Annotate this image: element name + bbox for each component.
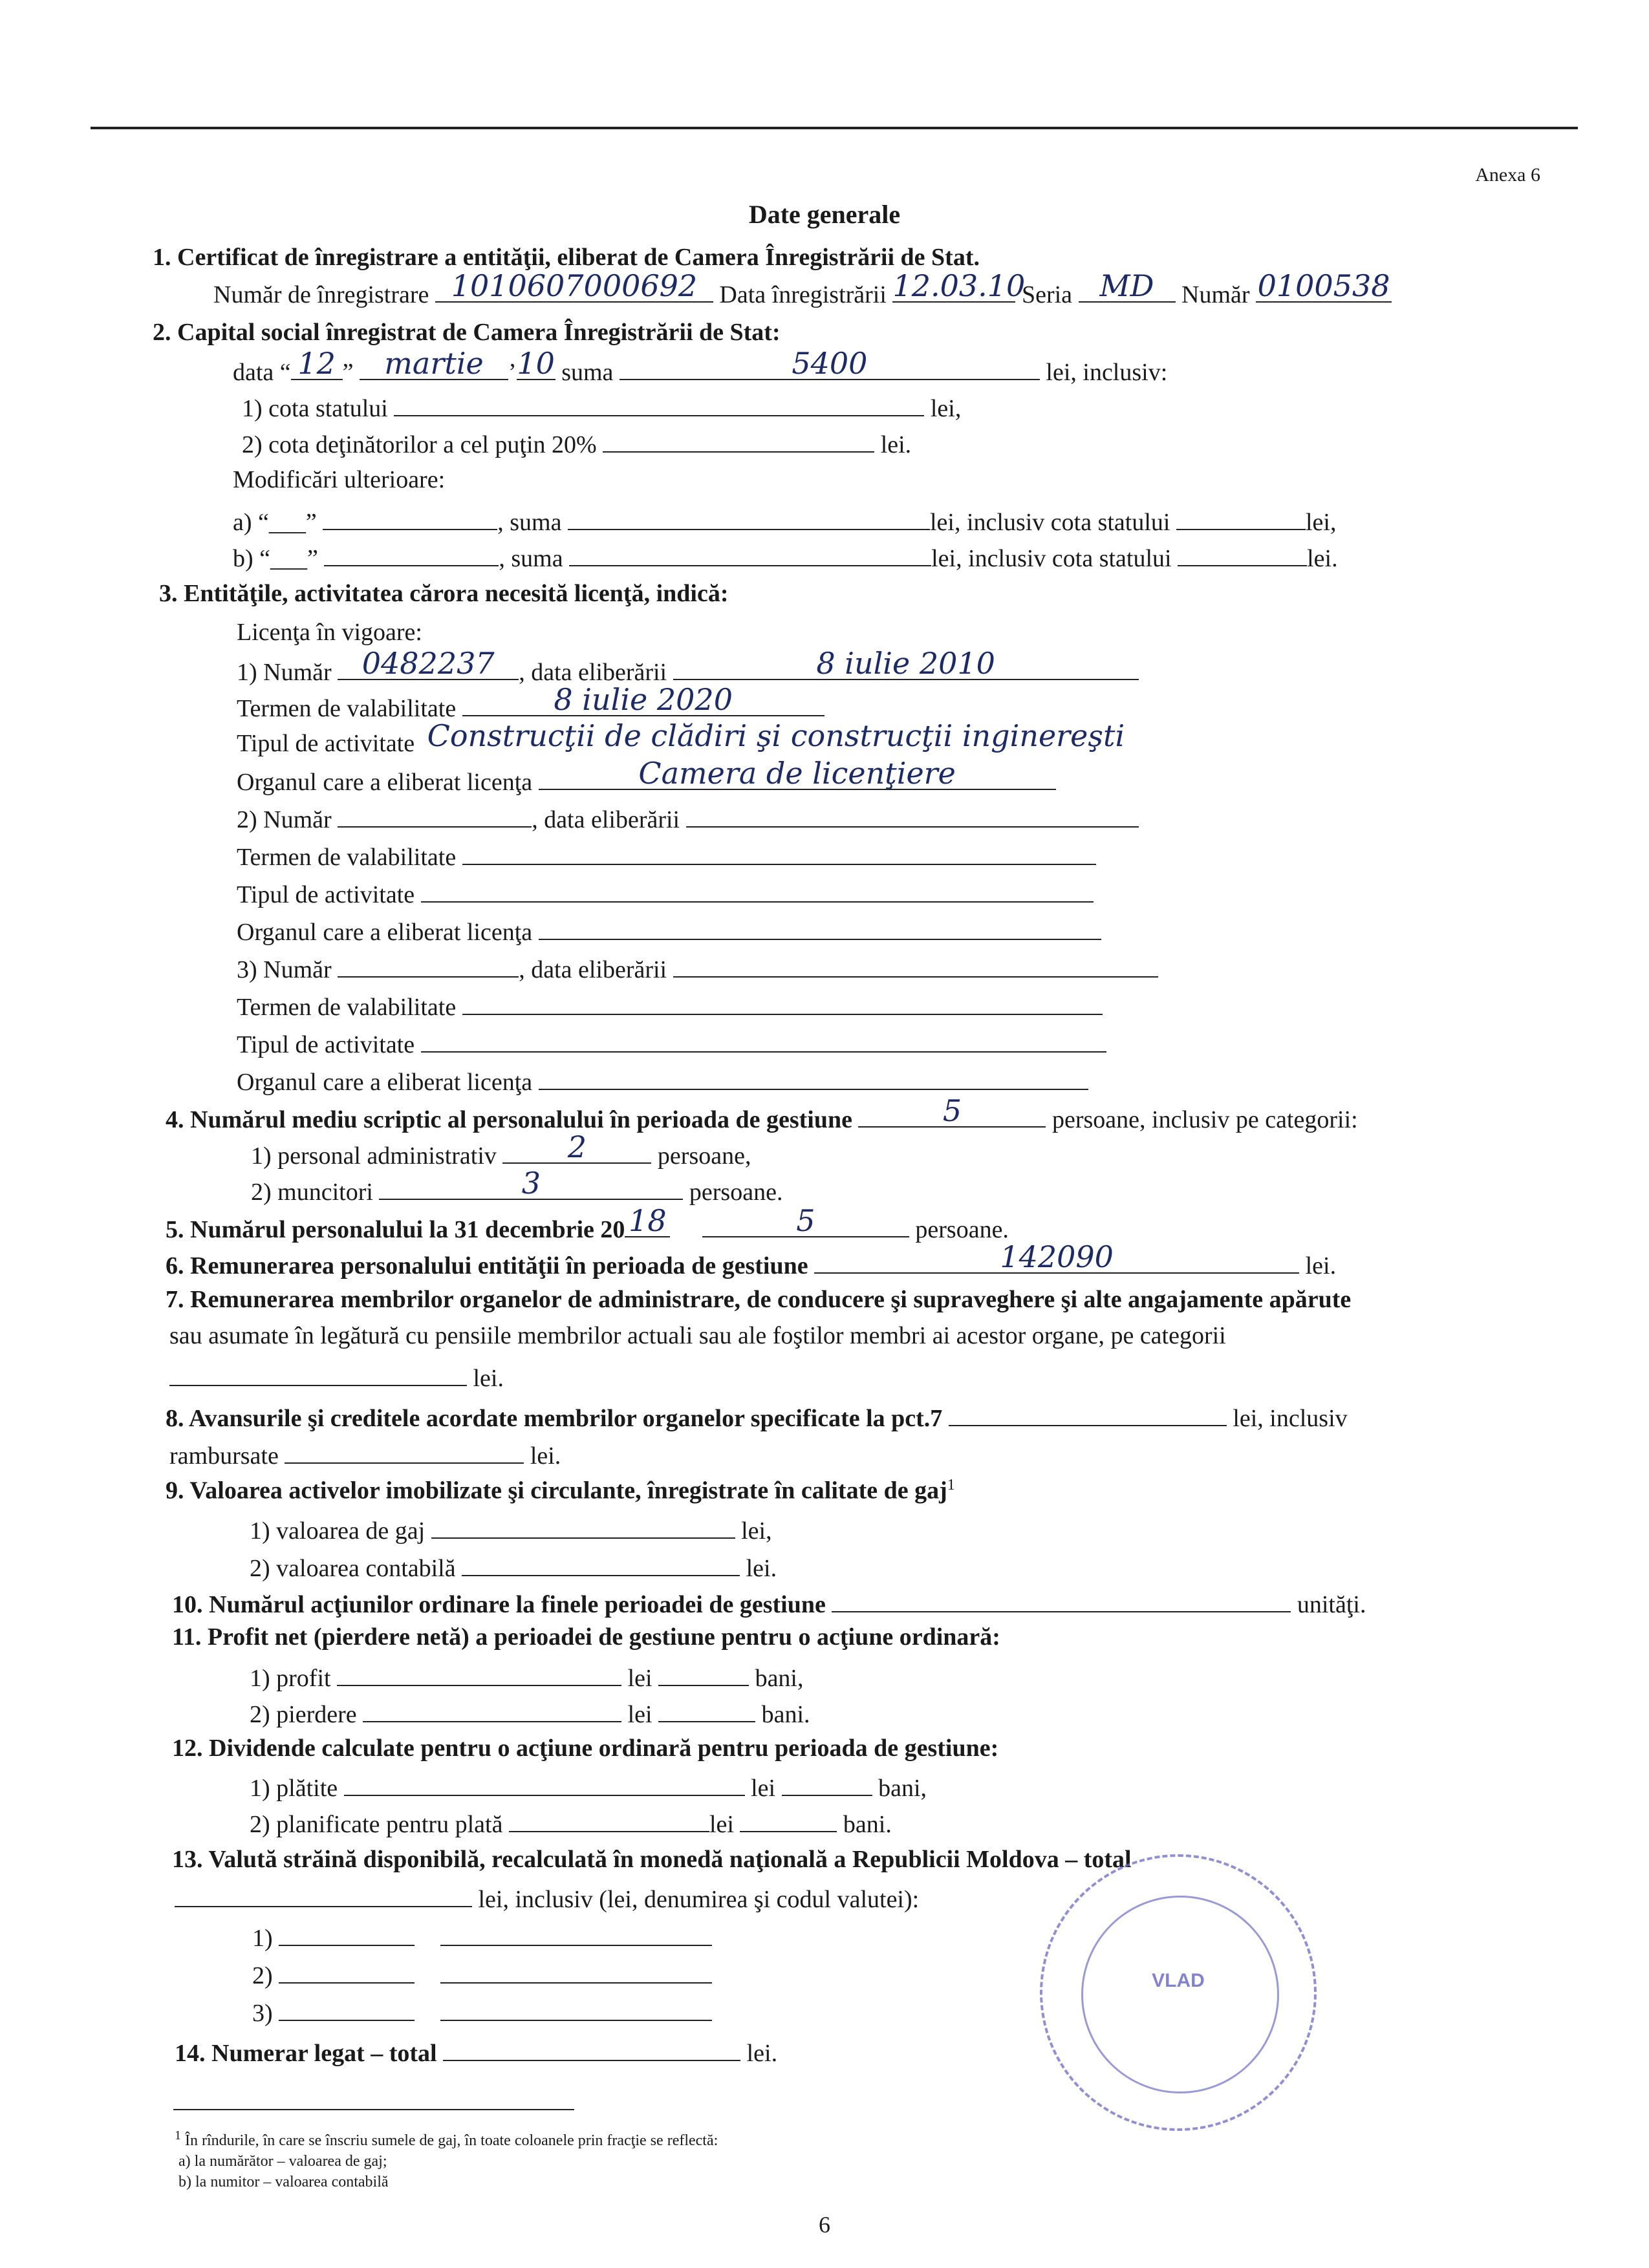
lic3-type-line: Tipul de activitate [237,1028,1106,1059]
s2-cota-20: 2) cota deţinătorilor a cel puţin 20% lei. [242,428,911,459]
fx2-lei-field[interactable] [279,1959,415,1984]
s12-paid-line: 1) plătite lei bani, [250,1771,927,1803]
s14-line: 14. Numerar legat – total lei. [175,2037,777,2068]
s12-planned-line: 2) planificate pentru plată lei bani. [250,1808,892,1839]
s2-cota-statului: 1) cota statului lei, [242,392,961,423]
s2-mod-b: b) “___” , suma lei, inclusiv cota statului lei. [233,542,1338,573]
capital-day-field[interactable]: 12 [291,356,343,380]
footnote-line1: $^1$ În rîndurile, în care se înscriu sumele de gaj, în toate coloanele prin fracţie se reflectă: [175,2128,718,2149]
lic3-date-field[interactable] [673,953,1158,978]
s11-profit-line: 1) profit lei bani, [250,1662,804,1693]
loss-bani-field[interactable] [658,1698,755,1722]
s1-reg-line: Număr de înregistrare 1010607000692 Data înregistrării 12.03.10 Seria MD Număr 0100538 [213,278,1392,309]
pledge-value-field[interactable] [431,1514,735,1539]
s3-label: 3. Entităţile, activitatea cărora necesită licenţă, indică: [159,580,729,607]
s8-line2: rambursate lei. [169,1439,561,1470]
s10-line: 10. Numărul acţiunilor ordinare la finele perioadei de gestiune unităţi. [172,1588,1366,1619]
s5-year-field[interactable]: 18 [625,1213,670,1237]
fx2-currency-field[interactable] [440,1959,712,1984]
lic2-type-field[interactable] [421,878,1094,903]
s2-modificari: Modificări ulterioare: [233,466,446,493]
avg-staff-field[interactable]: 5 [858,1103,1046,1128]
cert-number-field[interactable]: 0100538 [1256,278,1392,303]
s3-in-vigoare: Licenţa în vigoare: [237,619,422,646]
capital-month-field[interactable]: martie [360,356,508,380]
series-field[interactable]: MD [1079,278,1176,303]
s11-label: 11. Profit net (pierdere netă) a perioadei de gestiune pentru o acţiune ordinară: [172,1623,1000,1651]
s2-mod-a: a) “___” , suma lei, inclusiv cota statului lei, [233,506,1336,537]
lic3-term-field[interactable] [462,990,1103,1015]
profit-bani-field[interactable] [658,1662,749,1686]
page-title: Date generale [748,200,901,229]
s4-admin-line: 1) personal administrativ 2 persoane, [251,1129,751,1170]
lic1-number-field[interactable]: 0482237 [338,656,519,680]
capital-sum-field[interactable]: 5400 [620,356,1040,380]
s13-row3: 3) [252,1996,712,2027]
div-paid-lei-field[interactable] [344,1771,745,1796]
lic2-date-field[interactable] [686,803,1139,828]
div-planned-bani-field[interactable] [740,1808,837,1832]
lic3-number-line: 3) Număr , data eliberării [237,953,1158,984]
board-remuneration-field[interactable] [169,1362,467,1386]
mod-a-sum-field[interactable] [568,506,930,530]
s11-loss-line: 2) pierdere lei bani. [250,1698,810,1729]
company-stamp [1040,1854,1317,2131]
s9-contabila-line: 2) valoarea contabilă lei. [250,1552,777,1583]
lic2-type-line: Tipul de activitate [237,878,1094,909]
lic1-term-field[interactable]: 8 iulie 2020 [462,692,824,716]
mod-b-date-field[interactable] [324,542,499,566]
lic3-term-line: Termen de valabilitate [237,990,1103,1022]
s9-gaj-line: 1) valoarea de gaj lei, [250,1514,772,1545]
lic2-term-line: Termen de valabilitate [237,840,1096,872]
lic2-number-line: 2) Număr , data eliberării [237,803,1139,834]
lic1-type-line: Tipul de activitate Construcţii de clădiri şi construcţii inginereşti [237,728,1158,758]
footnote-line3: b) la numitor – valoarea contabilă [178,2174,389,2190]
footnote-rule [173,2109,574,2110]
s13-row1: 1) [252,1921,712,1952]
mod-a-date-field[interactable] [323,506,497,530]
capital-year-field[interactable]: 10 [517,346,555,381]
reg-number-field[interactable]: 1010607000692 [435,278,713,303]
lic2-org-field[interactable] [539,915,1101,940]
s2-date-line: data “ 12 ” martie ’ 10 suma 5400 lei, inclusiv: [233,346,1168,386]
s5-staff-field[interactable]: 5 [702,1213,909,1237]
mod-b-sum-field[interactable] [569,542,931,566]
lic1-org-field[interactable]: Camera de licenţiere [539,765,1056,790]
s7-line3: lei. [169,1362,504,1393]
lic1-type-field[interactable]: Construcţii de clădiri şi construcţii inginereşti [427,718,1125,754]
s9-label: 9. Valoarea activelor imobilizate şi circulante, înregistrate în calitate de gaj$^1$ [166,1477,955,1504]
s6-line: 6. Remunerarea personalului entităţii în perioada de gestiune 142090 lei. [166,1239,1337,1279]
remuneration-field[interactable]: 142090 [814,1249,1299,1274]
fx3-lei-field[interactable] [279,1996,415,2021]
s7-line2: sau asumate în legătură cu pensiile membrilor actuali sau ale foştilor membri ai acestor organe, pe categorii [169,1322,1226,1349]
page-number: 6 [819,2212,830,2238]
mod-b-state-field[interactable] [1178,542,1307,566]
lic3-type-field[interactable] [421,1028,1106,1053]
s12-label: 12. Dividende calculate pentru o acţiune ordinară pentru perioada de gestiune: [172,1735,999,1762]
reg-date-field[interactable]: 12.03.10 [892,268,1026,304]
lic2-org-line: Organul care a eliberat licenţa [237,915,1101,947]
mod-a-state-field[interactable] [1176,506,1306,530]
shares-field[interactable] [832,1588,1291,1612]
state-share-field[interactable] [394,392,924,416]
book-value-field[interactable] [462,1552,740,1576]
fx-total-field[interactable] [175,1883,472,1907]
lic3-org-field[interactable] [539,1065,1088,1090]
repaid-field[interactable] [285,1439,524,1464]
top-rule [91,127,1578,129]
lic1-date-field[interactable]: 8 iulie 2010 [673,656,1139,680]
lic2-term-field[interactable] [462,840,1096,865]
fx1-currency-field[interactable] [440,1921,712,1946]
s13-label: 13. Valută străină disponibilă, recalculată în monedă naţională a Republicii Moldova – total [172,1846,1132,1873]
lic3-org-line: Organul care a eliberat licenţa [237,1065,1088,1097]
fx1-lei-field[interactable] [279,1921,415,1946]
lic2-number-field[interactable] [338,803,532,828]
lic1-org-line: Organul care a eliberat licenţa Camera de licenţiere [237,765,1056,797]
s1-label: 1. Certificat de înregistrare a entităţii, eliberat de Camera Înregistrării de Stat. [153,244,980,271]
holders-share-field[interactable] [603,428,874,453]
s13-row2: 2) [252,1959,712,1990]
s4-line: 4. Numărul mediu scriptic al personalului în perioada de gestiune 5 persoane, inclusiv pe categorii: [166,1093,1358,1133]
loss-lei-field[interactable] [363,1698,621,1722]
div-planned-lei-field[interactable] [509,1808,709,1832]
profit-lei-field[interactable] [337,1662,621,1686]
s7-line1: 7. Remunerarea membrilor organelor de administrare, de conducere şi supraveghere şi alte angajamente apărute [166,1286,1352,1313]
bound-cash-field[interactable] [443,2037,740,2061]
advances-field[interactable] [949,1402,1227,1426]
s8-line1: 8. Avansurile şi creditele acordate membrilor organelor specificate la pct.7 lei, inclusiv [166,1402,1348,1433]
lic1-number-line: 1) Număr 0482237 , data eliberării 8 iulie 2010 [237,656,1139,687]
s5-line: 5. Numărul personalului la 31 decembrie 20 18 5 persoane. [166,1203,1009,1243]
div-paid-bani-field[interactable] [782,1771,872,1796]
footnote-line2: a) la numărător – valoarea de gaj; [178,2153,387,2170]
lic3-number-field[interactable] [338,953,519,978]
stamp-inner-ring [1081,1896,1279,2093]
admin-staff-field[interactable]: 2 [502,1139,651,1164]
s2-label: 2. Capital social înregistrat de Camera Înregistrării de Stat: [153,319,781,346]
workers-field[interactable]: 3 [379,1175,683,1200]
stamp-text: VLAD [1152,1970,1205,1991]
s13-line2: lei, inclusiv (lei, denumirea şi codul valutei): [175,1883,919,1914]
fx3-currency-field[interactable] [440,1996,712,2021]
annex-label: Anexa 6 [1475,164,1540,186]
s4-workers-line: 2) muncitori 3 persoane. [251,1166,783,1206]
lic1-term-line: Termen de valabilitate 8 iulie 2020 [237,692,824,723]
